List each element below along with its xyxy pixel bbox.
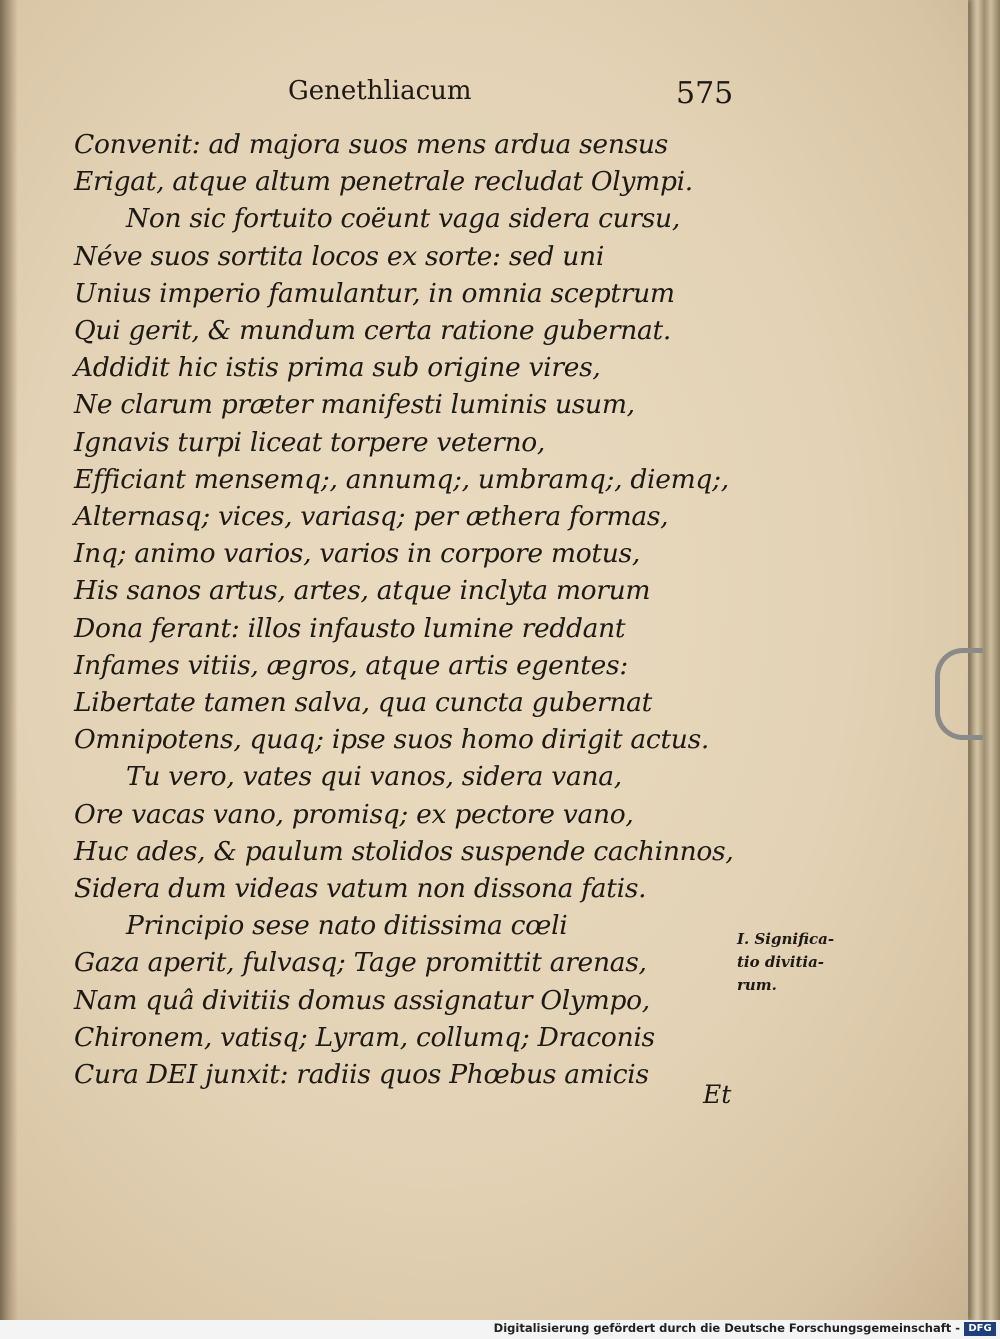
verse-line: Erigat, atque altum penetrale recludat Olympi. <box>74 166 693 198</box>
verse-line: Libertate tamen salva, qua cuncta gubernat <box>74 687 653 719</box>
verse-line: Principio sese nato ditissima cœli <box>126 910 568 942</box>
verse-line: Omnipotens, quaq; ipse suos homo dirigit actus. <box>74 724 709 756</box>
verse-line: Tu vero, vates qui vanos, sidera vana, <box>126 761 622 793</box>
marginal-note <box>737 928 834 997</box>
verse-line: Chironem, vatisq; Lyram, collumq; Draconis <box>74 1021 655 1053</box>
verse-line: Efficiant mensemq;, annumq;, umbramq;, diemq;, <box>74 463 729 495</box>
verse-line: His sanos artus, artes, atque inclyta morum <box>74 575 651 607</box>
funding-credit: Digitalisierung gefördert durch die Deutsche Forschungsgemeinschaft - <box>493 1321 960 1335</box>
page-number: 575 <box>676 76 734 111</box>
footer-bar <box>0 1320 1000 1339</box>
verse-line: Néve suos sortita locos ex sorte: sed uni <box>74 240 604 272</box>
verse-line: Cura DEI junxit: radiis quos Phœbus amicis <box>74 1059 649 1091</box>
verse-line: Dona ferant: illos infausto lumine reddant <box>74 612 626 644</box>
marginal-note-line: I. Significa- <box>737 930 835 948</box>
page-clip <box>935 648 983 740</box>
dfg-logo-icon: DFG <box>964 1322 996 1336</box>
verse-block <box>74 126 734 1093</box>
verse-line: Qui gerit, & mundum certa ratione gubernat. <box>74 315 672 347</box>
verse-line: Ore vacas vano, promisq; ex pectore vano, <box>74 798 634 830</box>
verse-line: Convenit: ad majora suos mens ardua sensus <box>74 129 668 160</box>
verse-line: Unius imperio famulantur, in omnia sceptrum <box>74 277 675 309</box>
verse-line: Non sic fortuito coëunt vaga sidera cursu, <box>126 203 680 235</box>
marginal-note-line: tio divitia- <box>737 953 825 971</box>
running-title: Genethliacum <box>288 76 472 106</box>
verse-line: Huc ades, & paulum stolidos suspende cachinnos, <box>74 835 734 867</box>
verse-line: Ignavis turpi liceat torpere veterno, <box>74 426 546 458</box>
verse-line: Infames vitiis, ægros, atque artis egentes: <box>74 649 628 681</box>
page-gutter <box>0 0 18 1320</box>
verse-line: Alternasq; vices, variasq; per æthera formas, <box>74 501 669 533</box>
verse-line: Addidit hic istis prima sub origine vires, <box>74 352 601 384</box>
verse-line: Sidera dum videas vatum non dissona fatis. <box>74 873 647 905</box>
catchword: Et <box>703 1080 732 1109</box>
verse-line: Nam quâ divitiis domus assignatur Olympo, <box>74 984 650 1016</box>
verse-line: Ne clarum præter manifesti luminis usum, <box>74 389 635 421</box>
verse-line: Gaza aperit, fulvasq; Tage promittit arenas, <box>74 947 647 979</box>
verse-line: Inq; animo varios, varios in corpore motus, <box>74 538 640 570</box>
marginal-note-line: rum. <box>737 976 777 994</box>
